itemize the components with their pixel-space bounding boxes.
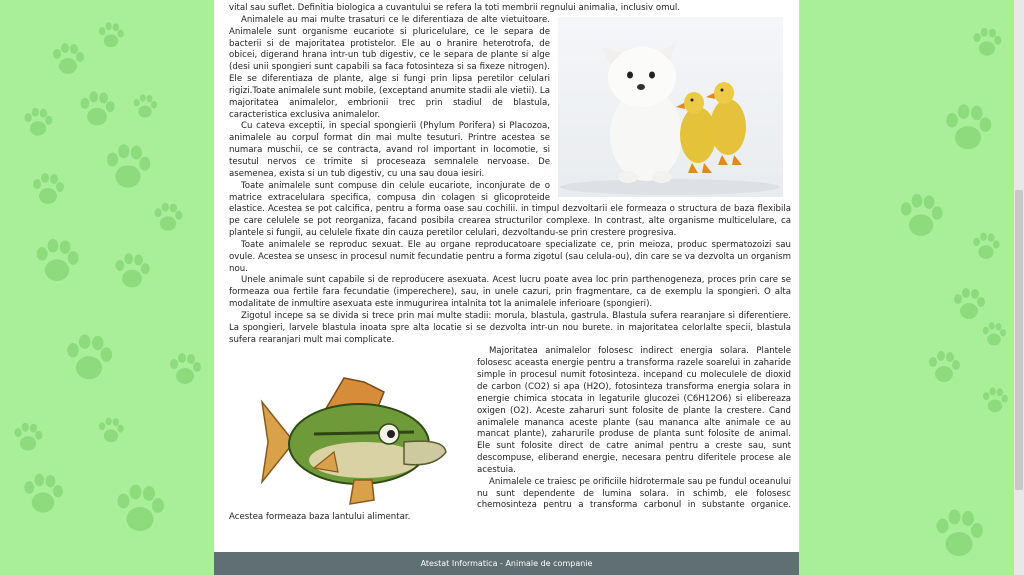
main-content <box>214 0 799 575</box>
paw-print-icon <box>130 92 160 122</box>
paragraph: Zigotul incepe sa se divida si trece prin mai multe stadii: morula, blastula, gastrula. Blastula sufera rearanjare si diferentiere. La spongieri, larvele blastula inoata spre alta locatie si se dezvolta intr-un nou burete. in majoritatea celorlalte specii, blastula sufera rearanjari mult mai complicate. <box>229 310 791 345</box>
paw-print-icon <box>60 330 118 388</box>
paw-print-icon <box>100 140 156 196</box>
paw-print-icon <box>969 25 1005 61</box>
paw-print-icon <box>95 415 127 447</box>
scrollbar-thumb[interactable] <box>1015 190 1023 490</box>
paw-print-icon <box>165 350 205 390</box>
paw-print-icon <box>20 105 56 141</box>
paw-print-icon <box>894 190 948 244</box>
paw-pattern-right <box>799 0 1014 575</box>
paragraph: Toate animalele sunt compuse din celule eucariote, inconjurate de o matrice extracelulara specifica, compusa din colagen si glicoproteide elastice. Acestea se pot calcifica, pentru a forma oase sau cochilii. in timpul dezvoltarii ele formeaza o structura de baza flexibila pe care celulele se pot reorganiza, facand posibila crearea structurilor complexe. In contrast, alte organisme multicelulare, ca plantele si fungii, au celulele fixate din cauza peretilor celulari, dezvoltandu-se prin crestere progresiva. <box>229 180 791 239</box>
paragraph: Animalele au mai multe trasaturi ce le diferentiaza de alte vietuitoare. Animalele sunt organisme eucariote si pluricelulare, ce le separa de bacterii si de majoritatea protistelor. Ele au o hranire heterotrofa, de obicei, digerand hrana intr-un tub digestiv, ce le separa de plante si alge (desi unii spongieri sunt capabili sa faca fotosinteza si sa fixeze nitrogen). Ele se diferentiaza de plante, alge si fungi prin lipsa peretilor celulari rigizi.Toate animalele sunt mobile, (exceptand anumite stadii ale vietii). La majoritatea animalelor, embrionii trec prin stadiul de blastula, caracteristica exclusiva animalelor. <box>229 14 550 120</box>
paw-print-icon <box>28 170 68 210</box>
paw-print-icon <box>75 88 119 132</box>
paw-print-icon <box>924 348 964 388</box>
paw-print-icon <box>150 200 186 236</box>
paw-print-icon <box>110 480 170 540</box>
page-scrollbar[interactable] <box>1013 0 1024 575</box>
puppy-ducklings-drawing <box>558 17 783 197</box>
paw-print-icon <box>48 40 88 80</box>
paw-print-icon <box>18 470 68 520</box>
fish-drawing <box>254 372 454 512</box>
fish-image <box>254 372 454 512</box>
puppy-ducklings-image <box>558 17 783 197</box>
paw-print-icon <box>929 505 989 565</box>
page-footer <box>214 552 799 575</box>
paw-print-icon <box>979 385 1011 417</box>
paw-pattern-left <box>0 0 214 575</box>
paw-print-icon <box>95 20 127 52</box>
paw-print-icon <box>939 100 997 158</box>
paw-print-icon <box>949 285 989 325</box>
paragraph: Majoritatea animalelor folosesc indirect energia solara. Plantele folosesc aceasta energie pentru a transforma razele soarelui in zaharide simple in procesul numit fotosinteza. incepand cu moleculele de dioxid de carbon (CO2) si apa (H2O), fotosinteza transforma energia solara in energie chimica stocata in legaturile glucozei (C6H12O6) si elibereaza oxigen (O2). Aceste zaharuri sunt folosite de plante la crestere. Cand animalele mananca aceste plante (sau mananca alte animale ce au mancat plante), zaharurile produse de planta sunt folosite de animal. Ele sunt folosite direct de catre animal pentru a creste sau, sunt descompuse, eliberand energie, necesara pentru diferitele procese ale acestuia. <box>477 346 791 475</box>
paw-print-icon <box>10 420 46 456</box>
paw-print-icon <box>30 235 84 289</box>
paragraph: Animalele ce traiesc pe orificiile hidrotermale sau pe fundul oceanului nu sunt dependente de lumina solara. in schimb, ele folosesc chemosinteza pentru a transforma carbonul in substante organice. Acestea formeaza baza lantului alimentar. <box>229 476 791 523</box>
paw-print-icon <box>110 250 154 294</box>
paw-print-icon <box>969 230 1003 264</box>
paragraph: Cu cateva exceptii, in special spongierii (Phylum Porifera) si Placozoa, animalele au corpul format din mai multe tesuturi. Printre acestea se numara muschii, ce se contracta, avand rol important in locomotie, si tesutul nervos ce trimite si proceseaza semnalele nervoase. De asemenea, exista si un tub digestiv, cu una sau doua iesiri. <box>229 121 550 179</box>
paragraph: Unele animale sunt capabile si de reproducere asexuata. Acest lucru poate avea loc prin parthenogeneza, proces prin care se formeaza oua fertile fara fecundatie (imperechere), sau, in unele cazuri, prin fragmentare, ca de exemplu la spongieri. O alta modalitate de inmultire asexuata este inmugurirea intalnita tot la animalele inferioare (spongieri). <box>229 275 791 310</box>
paragraph: Toate animalele se reproduc sexuat. Ele au organe reproducatoare specializate ce, prin meioza, produc spermatozoizi sau ovule. Acestea se unsesc in procesul numit fecundatie pentru a forma zigotul (sau celula-ou), din care se va dezvolta un organism nou. <box>229 239 791 274</box>
paw-print-icon <box>979 320 1009 350</box>
paragraph: vital sau suflet. Definitia biologica a cuvantului se refera la toti membrii regnului animalia, inclusiv omul. <box>229 3 681 13</box>
footer-text: Atestat Informatica - Animale de companie <box>420 559 593 568</box>
